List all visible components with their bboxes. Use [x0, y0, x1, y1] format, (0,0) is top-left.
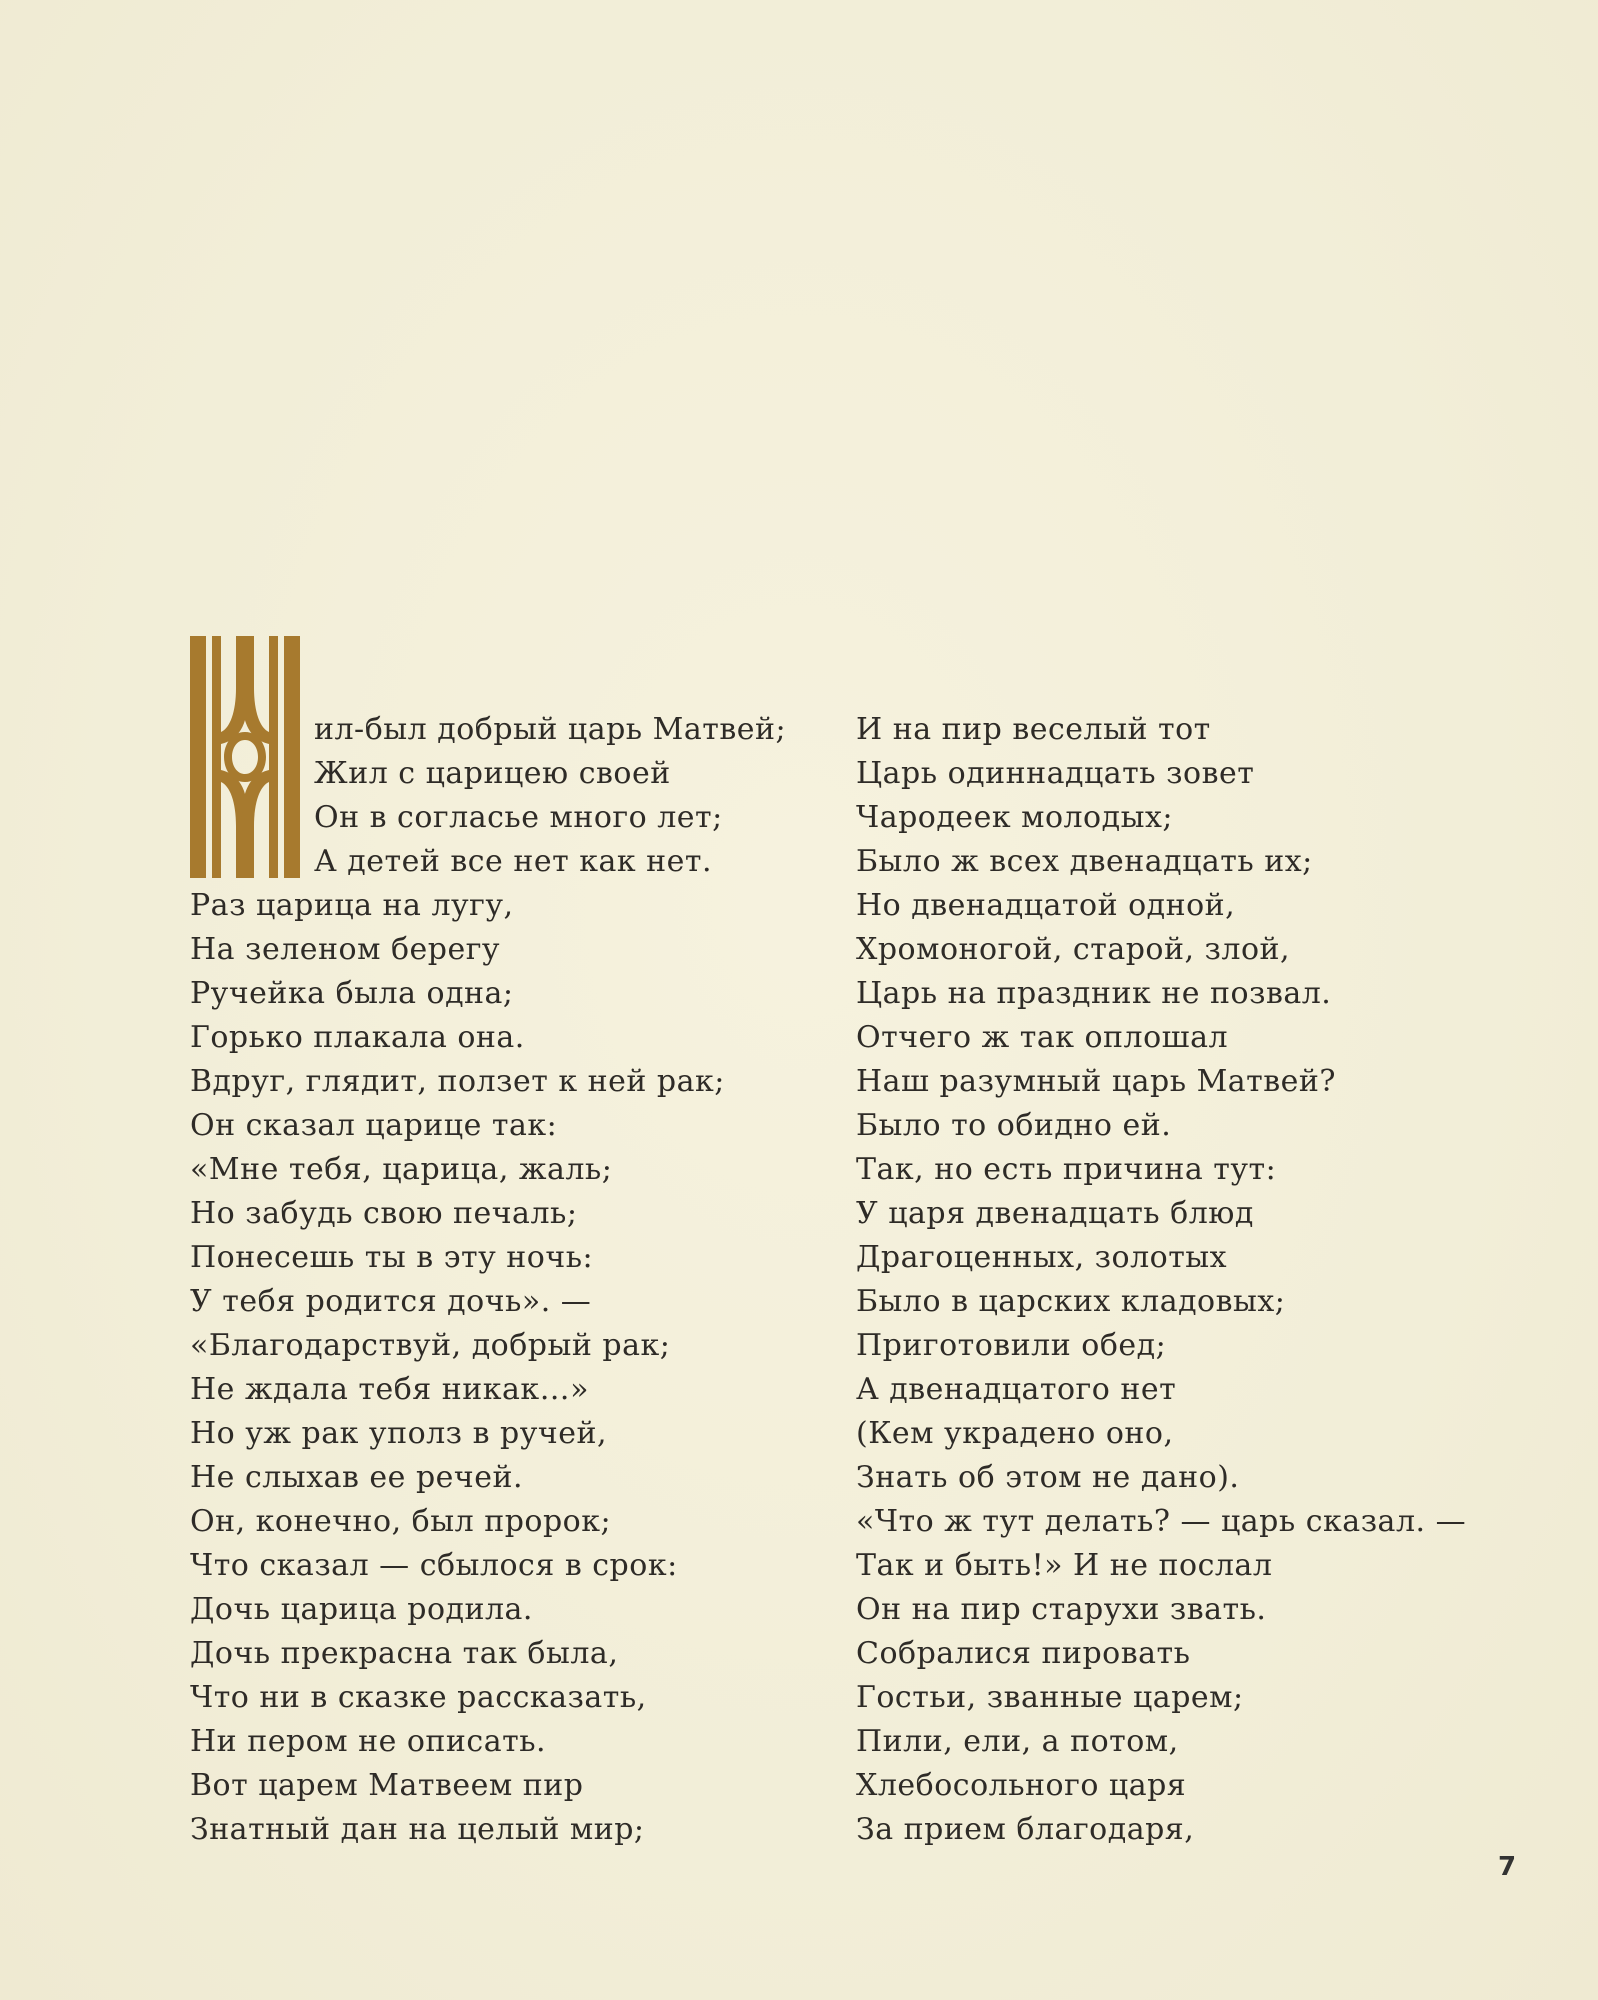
poem-line: «Мне тебя, царица, жаль; — [190, 1152, 613, 1187]
poem-line: Он сказал царице так: — [190, 1108, 558, 1143]
poem-line: Не ждала тебя никак…» — [190, 1372, 589, 1407]
poem-line: Было в царских кладовых; — [856, 1284, 1286, 1319]
poem-line: Так и быть!» И не послал — [856, 1548, 1273, 1583]
poem-line: Но забудь свою печаль; — [190, 1196, 578, 1231]
poem-line: ил-был добрый царь Матвей; — [314, 712, 787, 747]
poem-line: Горько плакала она. — [190, 1020, 525, 1055]
poem-line: Жил с царицею своей — [314, 756, 671, 791]
poem-line: Было ж всех двенадцать их; — [856, 844, 1313, 879]
poem-line: Что ни в сказке рассказать, — [190, 1680, 647, 1715]
page-number: 7 — [1498, 1852, 1517, 1882]
poem-line: Гостьи, званные царем; — [856, 1680, 1244, 1715]
poem-line: Ни пером не описать. — [190, 1724, 547, 1759]
poem-line: Чародеек молодых; — [856, 800, 1173, 835]
poem-line: Хлебосольного царя — [856, 1768, 1187, 1803]
poem-line: И на пир веселый тот — [856, 712, 1211, 747]
poem-line: Знать об этом не дано). — [856, 1460, 1240, 1495]
poem-line: Приготовили обед; — [856, 1328, 1167, 1363]
poem-line: Было то обидно ей. — [856, 1108, 1172, 1143]
poem-line: Но двенадцатой одной, — [856, 888, 1236, 923]
poem-line: Пили, ели, а потом, — [856, 1724, 1179, 1759]
poem-line: Дочь прекрасна так была, — [190, 1636, 619, 1671]
poem-line: Ручейка была одна; — [190, 976, 514, 1011]
poem-line: Раз царица на лугу, — [190, 888, 514, 923]
poem-line: Хромоногой, старой, злой, — [856, 932, 1291, 967]
poem-line: Отчего ж так оплошал — [856, 1020, 1229, 1055]
poem-line: Собралися пировать — [856, 1636, 1191, 1671]
poem-line: Царь на праздник не позвал. — [856, 976, 1332, 1011]
poem-line: Но уж рак уполз в ручей, — [190, 1416, 607, 1451]
poem-line: (Кем украдено оно, — [856, 1416, 1174, 1451]
poem-line: Понесешь ты в эту ночь: — [190, 1240, 594, 1275]
poem-line: Так, но есть причина тут: — [856, 1152, 1277, 1187]
poem-line: Он на пир старухи звать. — [856, 1592, 1267, 1627]
poem-line: Наш разумный царь Матвей? — [856, 1064, 1336, 1099]
poem-line: «Что ж тут делать? — царь сказал. — — [856, 1504, 1467, 1539]
poem-line: На зеленом берегу — [190, 932, 501, 967]
poem-line: А двенадцатого нет — [856, 1372, 1177, 1407]
poem-line: Вот царем Матвеем пир — [190, 1768, 584, 1803]
poem-line: Что сказал — сбылося в срок: — [190, 1548, 678, 1583]
poem-column-right — [856, 708, 1466, 1852]
poem-line: Драгоценных, золотых — [856, 1240, 1228, 1275]
poem-line: У тебя родится дочь». — — [190, 1284, 592, 1319]
poem-line: За прием благодаря, — [856, 1812, 1195, 1847]
poem-line: Он в согласье много лет; — [314, 800, 723, 835]
poem-line: Не слыхав ее речей. — [190, 1460, 524, 1495]
poem-line: Вдруг, глядит, ползет к ней рак; — [190, 1064, 725, 1099]
poem-line: Он, конечно, был пророк; — [190, 1504, 612, 1539]
poem-line: Царь одиннадцать зовет — [856, 756, 1255, 791]
poem-line: Знатный дан на целый мир; — [190, 1812, 645, 1847]
poem-line: У царя двенадцать блюд — [856, 1196, 1254, 1231]
poem-line: А детей все нет как нет. — [314, 844, 713, 879]
poem-column-left — [190, 708, 786, 1852]
poem-line: Дочь царица родила. — [190, 1592, 533, 1627]
poem-line: «Благодарствуй, добрый рак; — [190, 1328, 671, 1363]
